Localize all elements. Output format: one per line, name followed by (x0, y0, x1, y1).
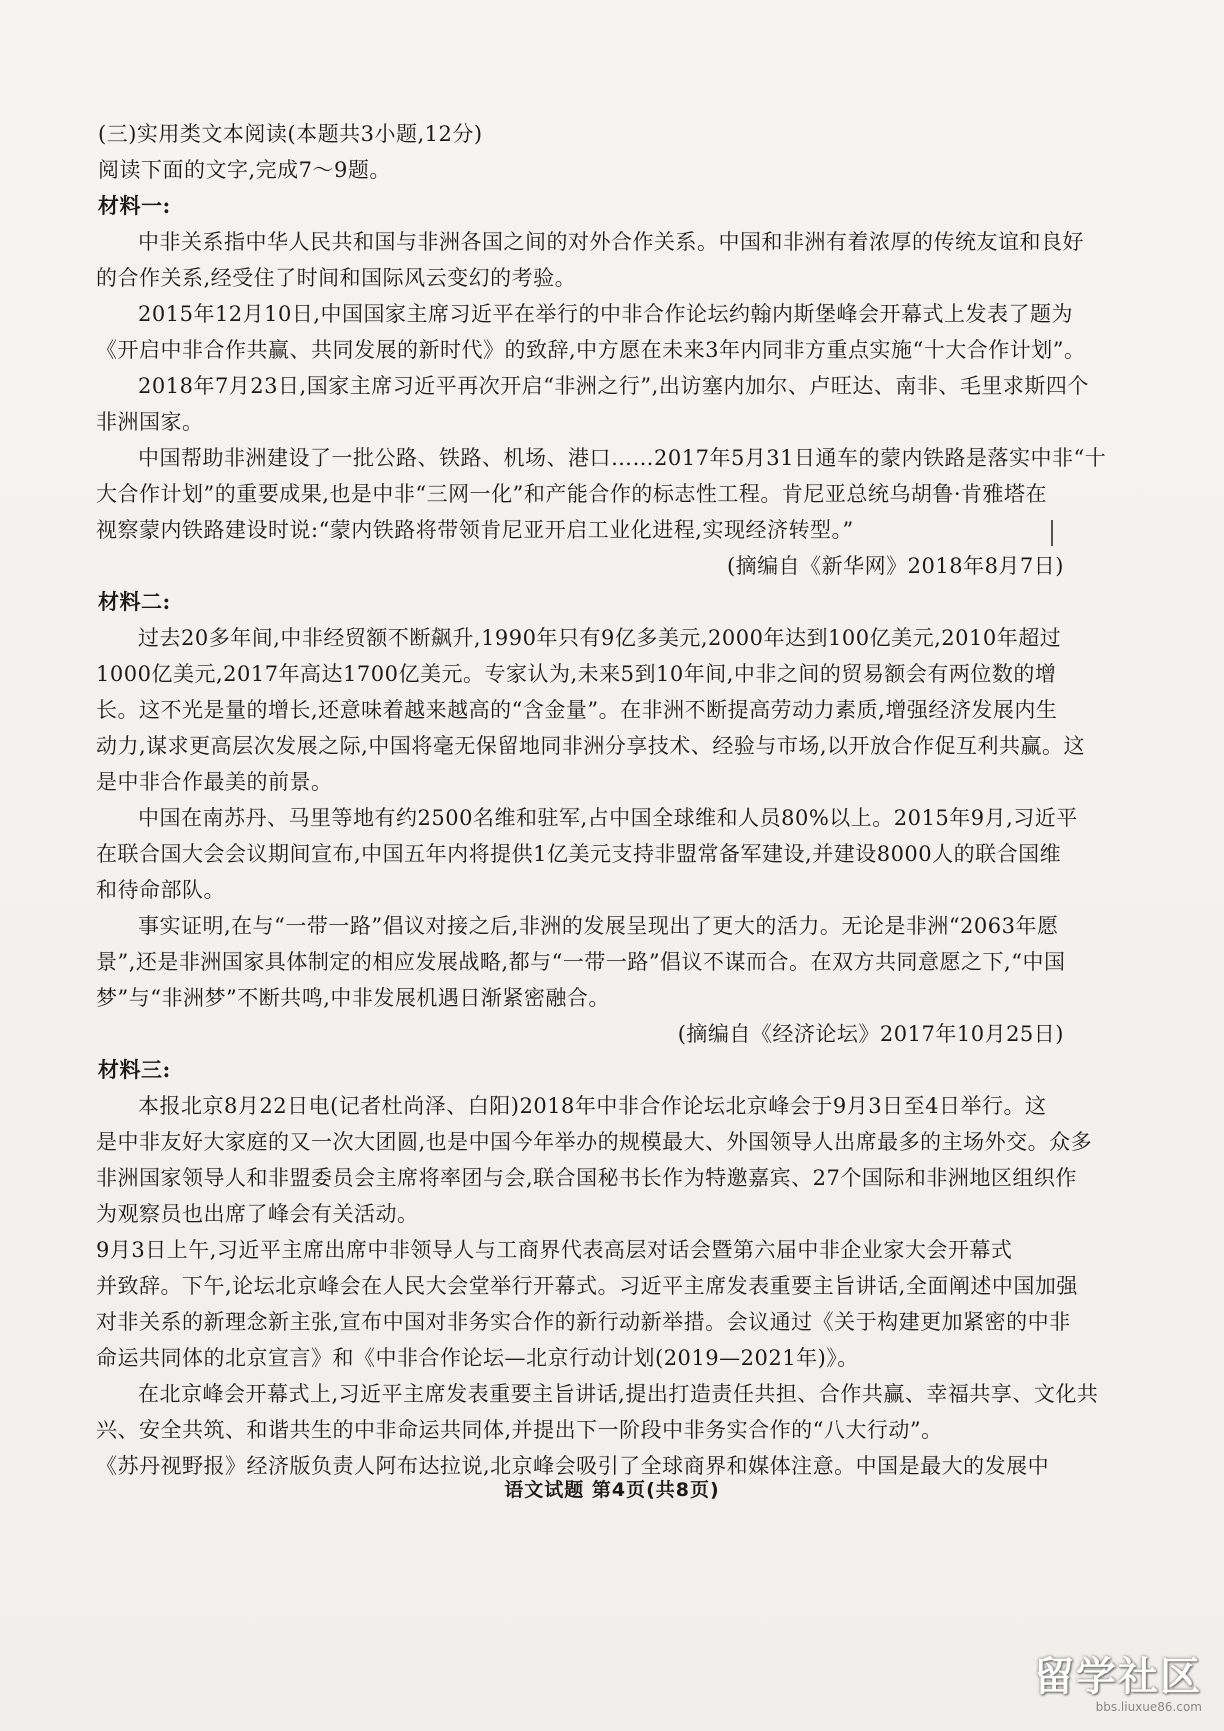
paragraph-line: 兴、安全共筑、和谐共生的中非命运共同体,并提出下一阶段中非务实合作的“八大行动”。 (96, 1418, 943, 1442)
paragraph-line: 2018年7月23日,国家主席习近平再次开启“非洲之行”,出访塞内加尔、卢旺达、南非、毛里求斯四个 (138, 374, 1089, 398)
instruction: 阅读下面的文字,完成7～9题。 (98, 158, 391, 182)
paragraph-line: 长。这不光是量的增长,还意味着越来越高的“含金量”。在非洲不断提高劳动力素质,增强经济发展内生 (96, 698, 1058, 722)
paragraph-line: 非洲国家。 (96, 410, 204, 434)
paragraph-line: 事实证明,在与“一带一路”倡议对接之后,非洲的发展呈现出了更大的活力。无论是非洲“2063年愿 (138, 914, 1059, 938)
paragraph-line: 视察蒙内铁路建设时说:“蒙内铁路将带领肯尼亚开启工业化进程,实现经济转型。” (96, 518, 854, 542)
paragraph-line: 大合作计划”的重要成果,也是中非“三网一化”和产能合作的标志性工程。肯尼亚总统乌胡鲁·肯雅塔在 (96, 482, 1048, 506)
material-2-heading: 材料二: (98, 589, 171, 614)
paragraph-line: 的合作关系,经受住了时间和国际风云变幻的考验。 (96, 266, 577, 290)
paragraph-line: 是中非合作最美的前景。 (96, 770, 333, 794)
paragraph-line: 非洲国家领导人和非盟委员会主席将率团与会,联合国秘书长作为特邀嘉宾、27个国际和非洲地区组织作 (96, 1166, 1077, 1190)
paragraph-line: 2015年12月10日,中国国家主席习近平在举行的中非合作论坛约翰内斯堡峰会开幕式上发表了题为 (138, 302, 1074, 326)
paragraph-line: 《苏丹视野报》经济版负责人阿布达拉说,北京峰会吸引了全球商界和媒体注意。中国是最大的发展中 (96, 1454, 1050, 1478)
paragraph-line: 是中非友好大家庭的又一次大团圆,也是中国今年举办的规模最大、外国领导人出席最多的主场外交。众多 (96, 1130, 1093, 1154)
section-title: (三)实用类文本阅读(本题共3小题,12分) (98, 122, 483, 146)
page-footer: 语文试题 第4页(共8页) (504, 1479, 720, 1501)
paragraph-line: 本报北京8月22日电(记者杜尚泽、白阳)2018年中非合作论坛北京峰会于9月3日至4日举行。这 (138, 1094, 1047, 1118)
paragraph-line: 景”,还是非洲国家具体制定的相应发展战略,都与“一带一路”倡议不谋而合。在双方共同意愿之下,“中国 (96, 950, 1066, 974)
paragraph-line: 中国在南苏丹、马里等地有约2500名维和驻军,占中国全球维和人员80%以上。2015年9月,习近平 (138, 806, 1078, 830)
paragraph-line: 和待命部队。 (96, 878, 225, 902)
material-1-source: (摘编自《新华网》2018年8月7日) (726, 554, 1064, 578)
paragraph-line: 动力,谋求更高层次发展之际,中国将毫无保留地同非洲分享技术、经验与市场,以开放合作促互利共赢。这 (96, 734, 1086, 758)
paragraph-line: 过去20多年间,中非经贸额不断飙升,1990年只有9亿多美元,2000年达到100亿美元,2010年超过 (138, 626, 1062, 650)
page-content (96, 116, 1107, 1484)
material-3-heading: 材料三: (98, 1057, 171, 1082)
paragraph-line: 中非关系指中华人民共和国与非洲各国之间的对外合作关系。中国和非洲有着浓厚的传统友谊和良好 (138, 230, 1084, 254)
paragraph-line: 中国帮助非洲建设了一批公路、铁路、机场、港口……2017年5月31日通车的蒙内铁路是落实中非“十 (138, 446, 1107, 470)
paragraph-line: 1000亿美元,2017年高达1700亿美元。专家认为,未来5到10年间,中非之间的贸易额会有两位数的增 (96, 662, 1057, 686)
paragraph-line: 《开启中非合作共赢、共同发展的新时代》的致辞,中方愿在未来3年内同非方重点实施“十大合作计划”。 (96, 338, 1086, 362)
material-1-heading: 材料一: (98, 193, 171, 218)
paragraph-line: 并致辞。下午,论坛北京峰会在人民大会堂举行开幕式。习近平主席发表重要主旨讲话,全面阐述中国加强 (96, 1274, 1078, 1298)
paragraph-line: 命运共同体的北京宣言》和《中非合作论坛—北京行动计划(2019—2021年)》。 (96, 1346, 859, 1370)
paragraph-line: 梦”与“非洲梦”不断共鸣,中非发展机遇日渐紧密融合。 (96, 986, 610, 1010)
paragraph-line: 在联合国大会会议期间宣布,中国五年内将提供1亿美元支持非盟常备军建设,并建设8000人的联合国维 (96, 842, 1062, 866)
site-watermark (1012, 1645, 1202, 1717)
paragraph-line: 为观察员也出席了峰会有关活动。 (96, 1202, 419, 1226)
material-2-source: (摘编自《经济论坛》2017年10月25日) (677, 1022, 1064, 1046)
paragraph-line: 在北京峰会开幕式上,习近平主席发表重要主旨讲话,提出打造责任共担、合作共赢、幸福共享、文化共 (138, 1382, 1099, 1406)
watermark-url: bbs.liuxue86.com (1095, 1700, 1202, 1714)
paragraph-line: 对非关系的新理念新主张,宣布中国对非务实合作的新行动新举措。会议通过《关于构建更加紧密的中非 (96, 1310, 1071, 1334)
paragraph-line: 9月3日上午,习近平主席出席中非领导人与工商界代表高层对话会暨第六届中非企业家大会开幕式 (96, 1238, 1013, 1262)
watermark-logo: 留学社区 (1034, 1654, 1202, 1700)
